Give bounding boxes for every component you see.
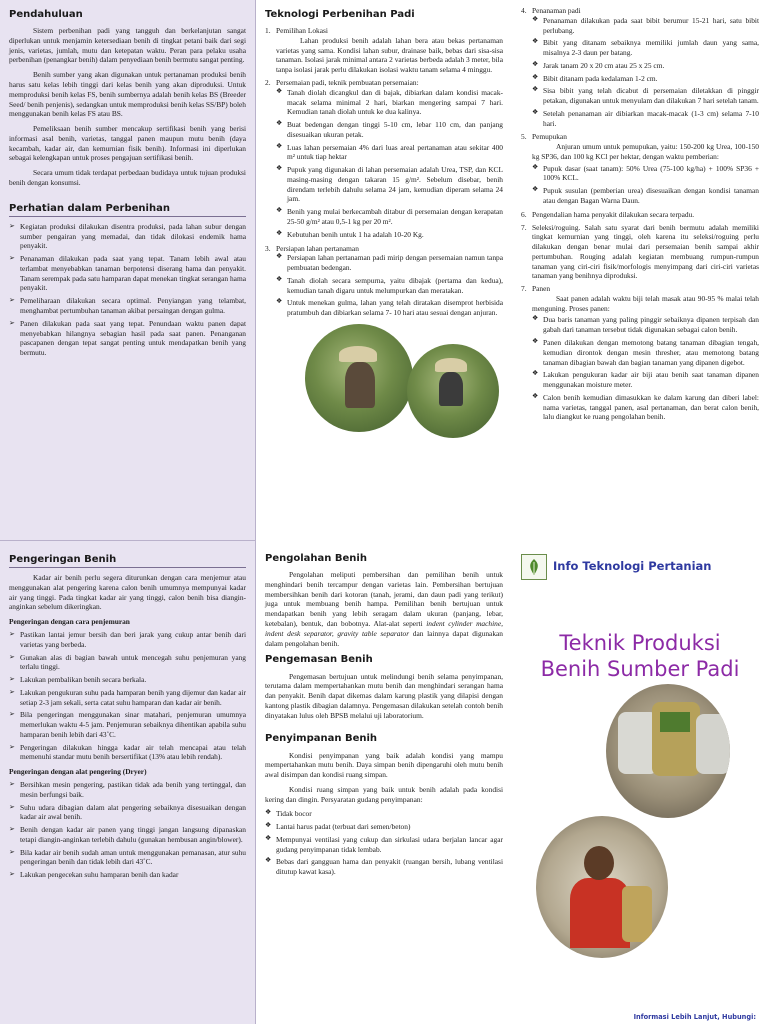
list-item: ➢ Penanaman dilakukan pada saat yang tepat. Tanam lebih awal atau terlambat menyebabkan tanaman berpotensi diserang hama dan penyakit. Tanam serempak pada satu hamparan dapat menekan tingkat serangan hama penyakit. [9, 254, 246, 293]
logo-icon [521, 554, 547, 580]
planting-photo [407, 344, 499, 438]
step-title: Pengendalian hama penyakit dilakukan secara terpadu. [532, 209, 695, 219]
pengemasan-text: Pengemasan bertujuan untuk melindungi benih selama penyimpanan, terutama dalam mempertahankan mutu benih dan menghindari serangan hama dan penyakit. Benih dapat dikemas dalam karung plastik yang dilapisi dengan kantong plastik dibagian dalamnya. Pengemasan dilakukan setelah contoh benih dinyatakan lulus oleh BPSB melalui uji laboratorium. [265, 671, 503, 720]
penanaman-list [532, 16, 759, 129]
list-item: ➢ Pemeliharaan dilakukan secara optimal. Penyiangan yang telambat, menghambat pertumbuhan tanaman akibat persaingan dengan gulma. [9, 296, 246, 316]
list-item: ❖ Panen dilakukan dengan memotong batang tanaman dibagian tengah, kemudian dirontok dengan mesin thresher, atau memotong batang tanaman dibagian bawah dan bagian tanaman yang dipanen digebot. [532, 338, 759, 367]
penjemuran-list [9, 630, 246, 762]
list-item: ❖ Pupuk yang digunakan di lahan persemaian adalah Urea, TSP, dan KCL masing-masing dengan takaran 15 g/m². Sebelum disebar, benih direndam terlebih dahulu selama 24 jam, kemudian diperam selama 24 jam. [276, 165, 503, 204]
farmer-photo [305, 324, 413, 432]
pendahuluan-heading: Pendahuluan [9, 9, 83, 20]
step-text: Anjuran umum untuk pemupukan, yaitu: 150-200 kg Urea, 100-150 kg SP36, dan 100 kg KCl per hektar, dengan waktu pemberian: [532, 142, 759, 161]
teknologi-steps-continued [521, 6, 759, 422]
step-title: Persemaian padi, teknik pembuatan persemaian: [276, 78, 419, 88]
pengeringan-heading: Pengeringan Benih [9, 553, 246, 568]
pengeringan-subheading-dryer: Pengeringan dengan alat pengering (Dryer) [9, 767, 147, 777]
list-item: 4. Penanaman padi ❖ Penanaman dilakukan pada saat bibit berumur 15-21 hari, satu bibit perlubang. ❖ Bibit yang ditanam sebaiknya memiliki jumlah daun yang sama, misalnya 2-3 daun per batang. ❖ Jarak tanam 20 x 20 cm atau 25 x 25 cm. ❖ Bibit ditanam pada kedalaman 1-2 cm. ❖ Sisa bibit yang telah dicabut di persemaian diletakkan di pinggir petakan, digunakan untuk menyulam dan dilakukan 7 hari setelah tanam. ❖ Setelah penanaman air dibiarkan macak-macak (1-3 cm) selama 7-10 hari. [521, 6, 759, 128]
list-item: ➢ Lakukan pengukuran suhu pada hamparan benih yang dijemur dan kadar air setiap 2-3 jam sekali, serta catat suhu hamparan dan kadar air benih. [9, 688, 246, 708]
worker-photo [536, 816, 668, 958]
list-item: ❖ Calon benih kemudian dimasukkan ke dalam karung dan diberi label: nama varietas, tanggal panen, asal pertanaman, dan berat calon benih, lalu diangkut ke ruang pengolahan benih. [532, 393, 759, 422]
list-item: ❖ Bebas dari gangguan hama dan penyakit (ruangan bersih, lubang ventilasi ditutup kawat kasa). [265, 857, 503, 877]
list-item: ➢ Benih dengan kadar air panen yang tinggi jangan langsung dipanaskan tetapi diangin-anginkan terlebih dahulu (gunakan hembusan angin/blower). [9, 825, 246, 845]
list-item: 7. Panen Saat panen adalah waktu biji telah masak atau 90-95 % malai telah menguning. Proses panen: ❖ Dua baris tanaman yang paling pinggir sebaiknya dipanen terpisah dan gabah dari tanaman tersebut tidak digunakan sebagai calon benih. ❖ Panen dilakukan dengan memotong batang tanaman dibagian tengah, kemudian dirontok dengan mesin thresher, atau memotong batang tanaman dibagian bawah dan bagian tanaman yang dipanen digebot. ❖ Lakukan pengukuran kadar air biji atau benih saat tanaman dipanen menggunakan moisture meter. ❖ Calon benih kemudian dimasukkan ke dalam karung dan diberi label: nama varietas, tanggal panen, asal pertanaman, dan berat calon benih, lalu diangkut ke ruang pengolahan benih. [521, 284, 759, 422]
cover-title [521, 630, 759, 683]
list-item: ❖ Sisa bibit yang telah dicabut di persemaian diletakkan di pinggir petakan, digunakan untuk menyulam dan dilakukan 7 hari setelah tanam. [532, 86, 759, 106]
penyimpanan-paragraph-2: Kondisi ruang simpan yang baik untuk benih adalah pada kondisi kering dan dingin. Persyaratan gudang penyimpanan: [265, 784, 503, 804]
panel-teknologi [256, 0, 512, 540]
pengolahan-text-end: dan lainnya dapat digunakan dalam pengolahan benih. [265, 628, 503, 648]
persemaian-list [276, 88, 503, 240]
step-text: Seleksi/roguing. Salah satu syarat dari benih bermutu adalah memiliki tingkat kemurnian yang tinggi, oleh karena itu seleksi/roguing perlu dilakukan dengan benar mulai dari persemaian benih sampai akhir pertumbuhan. Rouging adalah kegiatan membuang rumpun-rumpun tanaman yang ciri-ciri fisik/morfologis menyimpang dari ciri-ciri varietas tanaman yang benihnya diproduksi. [532, 222, 759, 281]
penyimpanan-paragraph-1: Kondisi penyimpanan yang baik adalah kondisi yang mampu mempertahankan mutu benih. Daya simpan benih dipengaruhi oleh mutu benih awal disimpan dan kondisi ruang simpan. [265, 750, 503, 780]
list-item: ➢ Pastikan lantai jemur bersih dan beri jarak yang cukup antar benih dari varietas yang berbeda. [9, 630, 246, 650]
list-item: ❖ Kebutuhan benih untuk 1 ha adalah 10-20 Kg. [276, 230, 503, 240]
list-item: ❖ Untuk menekan gulma, lahan yang telah diratakan disemprot herbisida pratumbuh dan dibiarkan selama 7- 10 hari atau sesuai dengan anjuran. [276, 298, 503, 318]
rice-field-photos [265, 324, 503, 444]
panel-cover [512, 540, 768, 1024]
panel-pengeringan [0, 540, 256, 1024]
list-item: ❖ Persiapan lahan pertanaman padi mirip dengan persemaian namun tanpa pembuatan bedengan. [276, 253, 503, 273]
list-item: 3. Persiapan lahan pertanaman ❖ Persiapan lahan pertanaman padi mirip dengan persemaian namun tanpa pembuatan bedengan. ❖ Tanah diolah secara sempurna, yaitu dibajak (pertama dan kedua), kemudian tanah digaru untuk melumpurkan dan meratakan. ❖ Untuk menekan gulma, lahan yang telah diratakan disemprot herbisida pratumbuh dan dibiarkan selama 7- 10 hari atau sesuai dengan anjuran. [265, 244, 503, 318]
teknologi-steps [265, 26, 503, 318]
step-title: Panen [532, 284, 551, 294]
list-item: ➢ Gunakan alas di bagian bawah untuk mencegah suhu penjemuran yang terlalu tinggi. [9, 653, 246, 673]
pengemasan-heading: Pengemasan Benih [265, 654, 373, 666]
list-item: ❖ Setelah penanaman air dibiarkan macak-macak (1-3 cm) selama 7-10 hari. [532, 109, 759, 129]
panel-pendahuluan [0, 0, 256, 540]
contact-info: Informasi Lebih Lanjut, Hubungi: [633, 1013, 756, 1022]
list-item: ❖ Bibit ditanam pada kedalaman 1-2 cm. [532, 74, 759, 84]
list-item: ➢ Pengeringan dilakukan hingga kadar air telah mencapai atau telah memenuhi standar mutu benih bersertifikat (13% atau lebih rendah). [9, 743, 246, 763]
list-item: 5. Pemupukan Anjuran umum untuk pemupukan, yaitu: 150-200 kg Urea, 100-150 kg SP36, dan 100 kg KCl per hektar, dengan waktu pemberian: ❖ Pupuk dasar (saat tanam): 50% Urea (75-100 kg/ha) + 100% SP36 + 100% KCL. ❖ Pupuk susulan (pemberian urea) disesuaikan dengan kondisi tanaman atau dengan Bagan Warna Daun. [521, 132, 759, 205]
perhatian-heading: Perhatian dalam Perbenihan [9, 202, 246, 217]
list-item: 1. Pemilihan Lokasi Lahan produksi benih adalah lahan bera atau bekas pertanaman varietas yang sama. Kondisi lahan subur, drainase baik, bebas dari sisa-sisa tanaman. Isolasi jarak minimal antara 2 varietas berbeda adalah 3 meter, bila tanpa isolasi jarak perlu dilakukan isolasi waktu tanam selama 4 minggu. [265, 26, 503, 75]
list-item: ➢ Bila pengeringan menggunakan sinar matahari, penjemuran umumnya memerlukan waktu 4-5 jam. Penjemuran sebaiknya dihentikan apabila suhu hamparan benih lebih dari 43˚C. [9, 710, 246, 739]
seed-sacks-photo [606, 684, 730, 818]
step-text: Lahan produksi benih adalah lahan bera atau bekas pertanaman varietas yang sama. Kondisi lahan subur, drainase baik, bebas dari sisa-sisa tanaman. Isolasi jarak minimal antara 2 varietas berbeda adalah 3 meter, bila tanpa isolasi jarak perlu dilakukan isolasi waktu tanam selama 4 minggu. [276, 35, 503, 75]
penyimpanan-list [265, 809, 503, 877]
list-item: ➢ Suhu udara dibagian dalam alat pengering sebaiknya disesuaikan dengan kadar air awal benih. [9, 803, 246, 823]
dryer-list [9, 780, 246, 880]
list-item: ❖ Dua baris tanaman yang paling pinggir sebaiknya dipanen terpisah dan gabah dari tanaman tersebut tidak digunakan sebagai calon benih. [532, 315, 759, 335]
list-item: ➢ Bersihkan mesin pengering, pastikan tidak ada benih yang tertinggal, dan mesin berfungsi baik. [9, 780, 246, 800]
pendahuluan-paragraph-2: Benih sumber yang akan digunakan untuk pertanaman produksi benih harus satu kelas lebih tinggi dari kelas benih yang akan diproduksi. Untuk memproduksi benih kelas FS, benih sumbernya adalah benih kelas BS (Breeder Seed/ benih penjenis), sedangkan untuk memproduksi benih kelas SS/BP) boleh menggunakan benih kelas FS atau BS. [9, 70, 246, 119]
pendahuluan-paragraph-1: Sistem perbenihan padi yang tangguh dan berkelanjutan sangat diperlukan untuk menjamin ketersediaan benih di tingkat petani baik dari segi jenis, varietas, jumlah, mutu dan ketepatan waktu. Peran para pelaku usaha perbenihan (penangkar benih) dalam penyediaan benih bermutu sangat penting. [9, 26, 246, 65]
list-item: ➢ Lakukan pengecekan suhu hamparan benih dan kadar [9, 870, 246, 880]
pengolahan-heading: Pengolahan Benih [265, 553, 367, 564]
step-title: Persiapan lahan pertanaman [276, 243, 359, 253]
pengolahan-text-main: Pengolahan meliputi pembersihan dan pemilihan benih untuk menghindari benih tercampur dengan varietas lain. Pembersihan bertujuan membersihkan benih dari kotoran (tanah, jerami, dan daun padi yang terikut) juga untuk membuang benih hampa. Pemilihan benih bertujuan untuk mendapatkan benih yang lebih seragam dalam ukuran (panjang, lebar, ketebalan), bentuk, dan bobotnya. Alat-alat seperti [265, 570, 503, 629]
pengeringan-intro: Kadar air benih perlu segera diturunkan dengan cara menjemur atau menggunakan alat pengering karena calon benih umumnya mempunyai kadar air yang tinggi. Pada tingkat kadar air yang tinggi, calon benih bisa diangin-anginkan sebelum dikeringkan. [9, 573, 246, 612]
persiapan-list [276, 253, 503, 318]
list-item: 2. Persemaian padi, teknik pembuatan persemaian: ❖ Tanah diolah dicangkul dan di bajak, dibiarkan dalam kondisi macak-macak selama minimal 2 hari, biarkan mengering sampai 7 hari. Kemudian tanah diolah untuk ke dua kalinya. ❖ Buat bedengan dengan tinggi 5-10 cm, lebar 110 cm, dan panjang disesuaikan ukuran petak. ❖ Luas lahan persemaian 4% dari luas areal pertanaman atau sekitar 400 m² untuk tiap hektar ❖ Pupuk yang digunakan di lahan persemaian adalah Urea, TSP, dan KCL masing-masing dengan takaran 15 g/m². Sebelum disebar, benih direndam terlebih dahulu selama 24 jam, kemudian diperam selama 24 jam. ❖ Benih yang mulai berkecambah ditabur di persemaian dengan kerapatan 25-50 g/m² atau 0,5-1 kg per 20 m². ❖ Kebutuhan benih untuk 1 ha adalah 10-20 Kg. [265, 78, 503, 239]
pengolahan-text [265, 570, 503, 648]
list-item: ➢ Panen dilakukan pada saat yang tepat. Penundaan waktu panen dapat menyebabkan hilangnya sebagian hasil pada saat panen. Penanganan pascapanen dengan tepat sangat penting untuk mendapatkan benih yang bermutu. [9, 319, 246, 358]
pendahuluan-paragraph-4: Secara umum tidak terdapat perbedaan budidaya untuk tujuan produksi benih dengan konsumsi. [9, 168, 246, 187]
list-item: ❖ Bibit yang ditanam sebaiknya memiliki jumlah daun yang sama, misalnya 2-3 daun per batang. [532, 38, 759, 58]
list-item: ❖ Jarak tanam 20 x 20 cm atau 25 x 25 cm. [532, 61, 759, 71]
list-item: ❖ Penanaman dilakukan pada saat bibit berumur 15-21 hari, satu bibit perlubang. [532, 16, 759, 36]
list-item: ➢ Lakukan pembalikan benih secara berkala. [9, 675, 246, 685]
list-item: ❖ Pupuk dasar (saat tanam): 50% Urea (75-100 kg/ha) + 100% SP36 + 100% KCL. [532, 164, 759, 184]
cover-title-line-1: Teknik Produksi [559, 631, 721, 655]
panel-teknologi-lanjutan [512, 0, 768, 540]
panen-list [532, 315, 759, 422]
cover-title-line-2: Benih Sumber Padi [540, 657, 740, 682]
pendahuluan-paragraph-3: Pemeliksaan benih sumber mencakup sertifikasi benih yang berisi informasi asal benih, varietas, tanggal panen maupun mutu benih (daya kecambah, kadar air, dan kemurnian fisik benih). Informasi ini diperlukan sebagai kelengkapan untuk proses pengajuan sertifikasi benih. [9, 124, 246, 163]
list-item: 7. Seleksi/roguing. Salah satu syarat dari benih bermutu adalah memiliki tingkat kemurnian yang tinggi, oleh karena itu seleksi/roguing perlu dilakukan dengan benar mulai dari persemaian benih sampai akhir pertumbuhan. Rouging adalah kegiatan membuang rumpun-rumpun tanaman yang ciri-ciri fisik/morfologis menyimpang dari ciri-ciri varietas tanaman yang benihnya diproduksi. [521, 222, 759, 281]
list-item: ❖ Tanah diolah dicangkul dan di bajak, dibiarkan dalam kondisi macak-macak selama minimal 2 hari, biarkan mengering sampai 7 hari. Kemudian tanah diolah untuk ke dua kalinya. [276, 88, 503, 117]
step-title: Penanaman padi [532, 6, 581, 15]
list-item: ❖ Luas lahan persemaian 4% dari luas areal pertanaman atau sekitar 400 m² untuk tiap hektar [276, 143, 503, 163]
step-title: Pemilihan Lokasi [276, 26, 328, 36]
list-item: ➢ Kegiatan produksi dilakukan disentra produksi, pada lahan subur dengan sumber pengairan yang memadai, dan tidak dilokasi endemik hama penyakit. [9, 222, 246, 251]
list-item: ➢ Bila kadar air benih sudah aman untuk menggunakan pemanasan, atur suhu pengeringan benih dan tidak lebih dari 43˚C. [9, 848, 246, 868]
step-title: Pemupukan [532, 132, 567, 142]
pemupukan-list [532, 164, 759, 206]
step-text: Saat panen adalah waktu biji telah masak atau 90-95 % malai telah menguning. Proses panen: [532, 293, 759, 313]
pengolahan-tools: indent cylinder machine, indent desk separator, gravity table separator [265, 619, 503, 638]
pengeringan-subheading-penjemuran: Pengeringan dengan cara penjemuran [9, 617, 130, 627]
list-item: ❖ Lakukan pengukuran kadar air biji atau benih saat tanaman dipanen menggunakan moisture meter. [532, 370, 759, 390]
list-item: ❖ Pupuk susulan (pemberian urea) disesuaikan dengan kondisi tanaman atau dengan Bagan Warna Daun. [532, 186, 759, 206]
teknologi-heading: Teknologi Perbenihan Padi [265, 9, 415, 20]
list-item: 6. Pengendalian hama penyakit dilakukan secara terpadu. [521, 209, 695, 219]
list-item: ❖ Lantai harus padat (terbuat dari semen/beton) [265, 822, 503, 832]
list-item: ❖ Buat bedengan dengan tinggi 5-10 cm, lebar 110 cm, dan panjang disesuaikan ukuran petak. [276, 120, 503, 140]
list-item: ❖ Tidak bocor [265, 809, 503, 819]
perhatian-list [9, 222, 246, 358]
list-item: ❖ Tanah diolah secara sempurna, yaitu dibajak (pertama dan kedua), kemudian tanah digaru untuk melumpurkan dan meratakan. [276, 276, 503, 296]
cover-header [521, 554, 759, 580]
list-item: ❖ Mempunyai ventilasi yang cukup dan sirkulasi udara berjalan lancar agar gudang penyimpanan tidak lembab. [265, 835, 503, 855]
panel-pengolahan [256, 540, 512, 1024]
list-item: ❖ Benih yang mulai berkecambah ditabur di persemaian dengan kerapatan 25-50 g/m² atau 0,5-1 kg per 20 m². [276, 207, 503, 227]
penyimpanan-heading: Penyimpanan Benih [265, 733, 378, 745]
cover-publisher: Info Teknologi Pertanian [553, 559, 712, 574]
